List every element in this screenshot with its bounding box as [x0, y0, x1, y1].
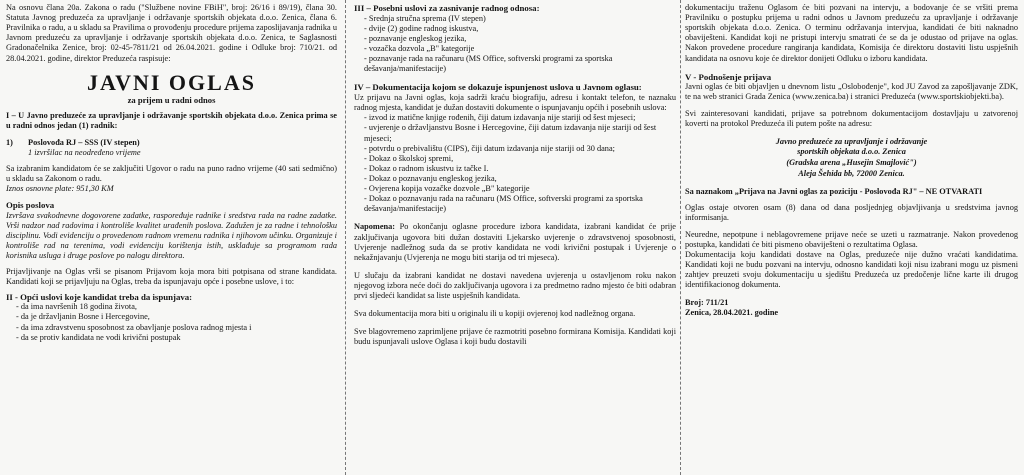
- list-item: - poznavanje engleskog jezika,: [364, 34, 676, 44]
- list-item: - Dokaz o poznavanju engleskog jezika,: [364, 174, 676, 184]
- position-entry: [6, 138, 337, 158]
- address-line: Javno preduzeće za upravljanje i održavanje: [775, 136, 928, 146]
- section-4-paragraph: Uz prijavu na Javni oglas, koja sadrži kraću biografiju, adresu i kontakt telefon, te naznaku radnog mjesta, kandidat je dužan dostaviti dokumente o ispunjavanju općih i posebnih uslova:: [354, 93, 676, 113]
- interview-paragraph: dokumentaciju traženu Oglasom će biti pozvani na intervju, a bodovanje će se vršiti prema Pravilniku o postupku prijema u radni odnos u Javnom preduzeću za upravljanje i održavanje sportskih objekata d.o.o. Zenica. O terminu održavanja intervjua, kandidati će biti naknadno obaviješteni. Kandidat koji ne pristupi intervju smatrati će se da je odustao od prijave na oglas. Nakon provedene procedure rangiranja kandidata, Komisija će direktoru dostaviti listu uspješnih kandidata na osnovu koje će direktor donijeti Odluku o izboru kandidata.: [685, 3, 1018, 63]
- list-item: - Srednja stručna sprema (IV stepen): [364, 14, 676, 24]
- address-line: (Gradska arena „Husejin Smajlović"): [786, 158, 917, 168]
- contract-paragraph: Sa izabranim kandidatom će se zaključiti Ugovor o radu na puno radno vrijeme (40 sati sedmično) u skladu sa Zakonom o radu.: [6, 163, 337, 183]
- note-paragraph: [354, 222, 676, 262]
- general-conditions-list: [6, 302, 337, 342]
- salary-line: Iznos osnovne plate: 951,30 KM: [6, 183, 114, 193]
- reference-date: Zenica, 28.04.2021. godine: [685, 308, 779, 318]
- section-1-heading: I – U Javno preduzeće za upravljanje i održavanje sportskih objekata d.o.o. Zenica prima se u radni odnos jedan (1) radnik:: [6, 111, 337, 131]
- section-3-heading: III – Posebni uslovi za zasnivanje radnog odnosa:: [354, 3, 540, 13]
- list-item: - vozačka dozvola „B" kategorije: [364, 44, 676, 54]
- column-middle: [354, 3, 676, 348]
- publication-paragraph: Javni oglas će biti objavljen u dnevnom listu „Oslobođenje", kod JU Zavod za zapošljavanje ZDK, te na web stranici Grada Zenica (www.zenica.ba) i stranici Preduzeća (www.sportskiobjekti.ba).: [685, 82, 1018, 102]
- open-period-paragraph: Oglas ostaje otvoren osam (8) dana od dana posljednjeg objavljivanja u sredstvima javnog informisanja.: [685, 203, 1018, 223]
- list-item: - Dokaz o poznavanju rada na računaru (MS Office, softverski programi za sportska dešavanja/manifestacije): [364, 194, 676, 214]
- intro-paragraph: Na osnovu člana 20a. Zakona o radu ("Službene novine FBiH", broj: 26/16 i 89/19), člana 30. Statuta Javnog preduzeća za upravljanje i održavanje sportskih objekata d.o.o. Zenica, člana 6. Pravilnika o radu, a u skladu sa Pravilima o provođenju procedure prijema zaposlijavanja radnika u Javnom preduzeću za upravljanje i održavanje sportskih objekata d.o.o. Zenica, te Saglasnosti Gradonačelnika Zenice, broj: 02-45-7811/21 od 26.04.2021. godine i Odluke broj: 710/21. od 28.04.2021. godine, direktor Preduzeća raspisuje:: [6, 3, 337, 63]
- list-item: - izvod iz matične knjige rođenih, čiji datum izdavanja nije stariji od šest mjeseci;: [364, 113, 676, 123]
- apply-paragraph: Prijavljivanje na Oglas vrši se pisanom Prijavom koja mora biti potpisana od strane kandidata. Kandidati koji se prijavljuju na Oglas, treba da ispunjavaju opće i posebne uslove, i to:: [6, 267, 337, 287]
- submission-paragraph: Svi zainteresovani kandidati, prijave sa potrebnom dokumentacijom dostavljaju u zatvorenoj koverti na protokol Preduzeća ili putem pošte na adresu:: [685, 108, 1018, 128]
- announcement-title: JAVNI OGLAS: [87, 69, 256, 95]
- special-conditions-list: [354, 14, 676, 75]
- envelope-mark-paragraph: Sa naznakom „Prijava na Javni oglas za poziciju - Poslovođa RJ" – NE OTVARATI: [685, 187, 983, 197]
- section-2-heading: II - Opći uslovi koje kandidat treba da ispunjava:: [6, 291, 193, 302]
- list-item: - potvrdu o prebivalištu (CIPS), čiji datum izdavanja nije stariji od 30 dana;: [364, 144, 676, 154]
- duties-paragraph: Izvršava svakodnevne dogovorene zadatke, raspoređuje radnike i sredstva rada na radne zadatke. Vrši nadzor nad radovima i kontroliše kvalitet urađenih poslova. Zadužen je za radne i tehnološku disciplinu. Vodi evidenciju o provedenom radnom vremenu radnika i njihovom učinku. Organizuje i kontroliše rad na terenima, vodi evidenciju korištenja istih, usklađuje sa programom rada korisnika usluga i druge poslove po nalogu direktora.: [6, 210, 337, 261]
- column-divider: [345, 0, 346, 475]
- list-item: - dvije (2) godine radnog iskustva,: [364, 24, 676, 34]
- incomplete-applications-paragraph: Neurednе, nepotpune i neblagovremene prijave neće se uzeti u razmatranje. Nakon provedenog postupka, kandidati će biti pismeno obaviješteni o rezultatima Oglasa.: [685, 229, 1018, 249]
- duties-heading: Opis poslova: [6, 200, 55, 211]
- position-note: 1 izvršilac na neodređeno vrijeme: [28, 147, 141, 157]
- address-line: Aleja Šehida bb, 72000 Zenica.: [798, 168, 905, 178]
- section-5-heading: V - Podnošenje prijava: [685, 71, 772, 82]
- documents-list: [354, 113, 676, 214]
- list-item: - uvjerenje o državljanstvu Bosne i Hercegovine, čiji datum izdavanja nije stariji od šest mjeseci;: [364, 123, 676, 143]
- list-item: - Ovjerena kopija vozačke dozvole „B" kategorije: [364, 184, 676, 194]
- documents-return-paragraph: Dokumentacija koju kandidati dostave na Oglas, preduzeće nije dužno vraćati kandidatima. Kandidati koji ne budu pozvani na intervju, odnosno kandidati koji nisu izabrani mogu uz pismeni zahtjev preuzeti svoju dokumentaciju u sjedištu Preduzeća uz predočenje lične karte ili drugog identifikacionog dokumenta.: [685, 249, 1018, 290]
- column-right: [685, 3, 1018, 318]
- note-label: Napomena:: [354, 222, 396, 232]
- reference-number: Broj: 711/21: [685, 298, 729, 308]
- list-item: - da se protiv kandidata ne vodi krivični postupak: [16, 333, 337, 343]
- section-4-heading: IV – Dokumentacija kojom se dokazuje ispunjenost uslova u Javnom oglasu:: [354, 82, 642, 93]
- winner-paragraph: U slučaju da izabrani kandidat ne dostavi navedena uvjerenja u ostavljenom roku nakon njegovog izbora neće doći do zaključivanja ugovora i za predmetno radno mjesto će biti odabran prvi sljedeći kandidat sa liste uspješnih kandidata.: [354, 270, 676, 301]
- list-item: - Dokaz o radnom iskustvu iz tačke I.: [364, 164, 676, 174]
- column-left: [6, 3, 337, 343]
- address-line: sportskih objekata d.o.o. Zenica: [797, 147, 906, 157]
- list-item: - poznavanje rada na računaru (MS Office, softverski programi za sportska dešavanja/manifestacije): [364, 54, 676, 74]
- list-item: - da ima navršenih 18 godina života,: [16, 302, 337, 312]
- note-text: Po okončanju oglasne procedure izbora kandidata, izabrani kandidat će prije zaključivanja ugovora biti dužan dostaviti Ljekarsko uvjerenje o zdravstvenoj sposobnosti, Uvjerenje nadležnog suda da se protiv kandidata ne vodi krivični postupak i Uvjerenje o nekažnjavanju (Uvjerenja ne mogu biti starija od tri mjeseca).: [354, 222, 676, 262]
- list-item: - da ima zdravstvenu sposobnost za obavljanje poslova radnog mjesta i: [16, 323, 337, 333]
- company-address: [685, 137, 1018, 179]
- original-docs-paragraph: Sva dokumentacija mora biti u originalu ili u kopiji ovjerenoj kod nadležnog organa.: [354, 309, 636, 319]
- list-item: - da je državljanin Bosne i Hercegovine,: [16, 312, 337, 322]
- position-number: 1): [6, 137, 13, 147]
- list-item: - Dokaz o školskoj spremi,: [364, 154, 676, 164]
- commission-paragraph: Sve blagovremeno zaprimljene prijave će razmotriti posebno formirana Komisija. Kandidati koji budu ispunjavali uslove Oglasa i koji budu dostavili: [354, 327, 676, 347]
- announcement-subtitle: za prijem u radni odnos: [127, 94, 216, 105]
- position-name: Poslovođa RJ – SSS (IV stepen): [28, 137, 140, 147]
- column-divider: [680, 0, 681, 475]
